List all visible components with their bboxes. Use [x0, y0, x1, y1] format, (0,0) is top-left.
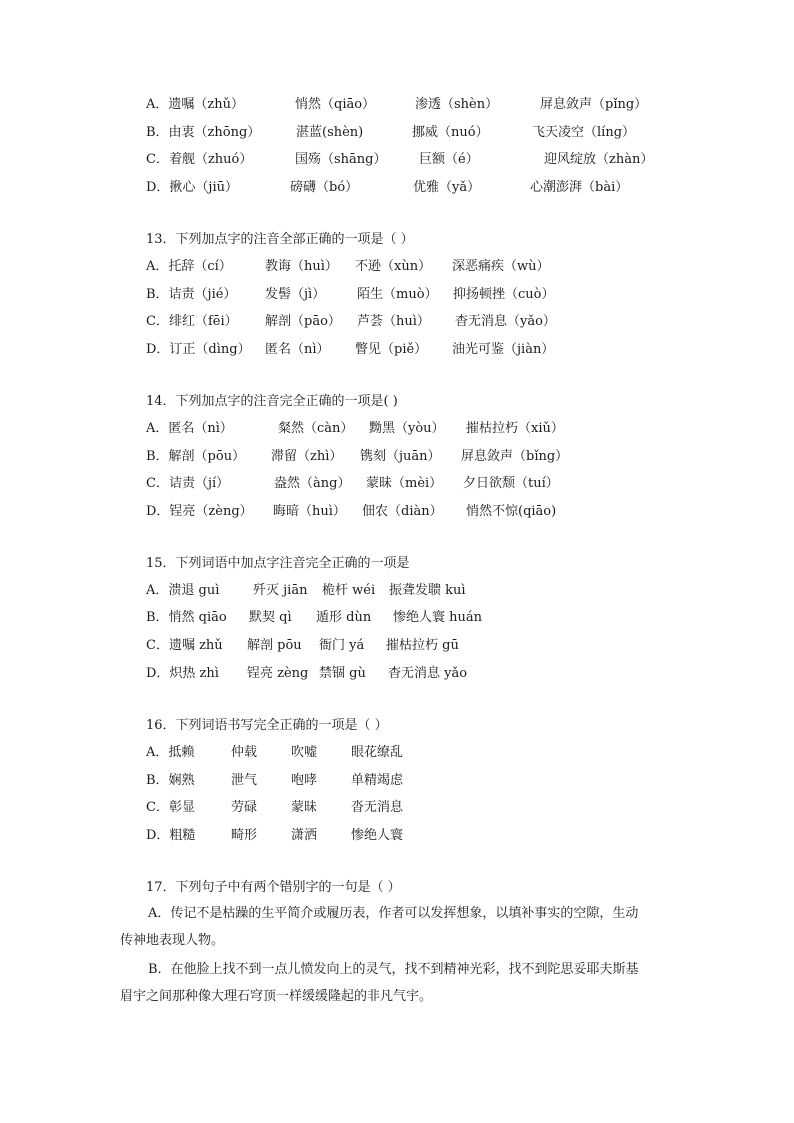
q13-option-b-cell-3: 陌生（muò） [357, 287, 438, 302]
q14-option-a-cell-4: 摧枯拉朽（xiǔ） [466, 421, 564, 436]
q15-option-c-cell-2: 解剖 pōu [247, 638, 302, 653]
q13-option-a-cell-3: 不逊（xùn） [355, 259, 432, 274]
q14-option-a-cell-1: A．匿名（nì） [146, 421, 233, 436]
q14-option-d-cell-2: 晦暗（huì） [273, 504, 346, 519]
q13-option-c-cell-3: 芦荟（huì） [357, 314, 430, 329]
q15-option-b-cell-3: 遁形 dùn [316, 610, 372, 625]
q12-option-a-cell-4: 屏息敛声（pǐng） [540, 97, 648, 112]
q13-option-b-cell-1: B．诘责（jié） [146, 287, 237, 302]
q12-option-c-cell-3: 巨额（é） [419, 152, 479, 167]
q17-option-a-line-1: A．传记不是枯躁的生平简介或履历表，作者可以发挥想象，以填补事实的空隙，生动 [148, 906, 639, 921]
q16-option-d-cell-1: D．粗糙 [146, 828, 196, 843]
q14-option-c-cell-2: 盎然（àng） [274, 476, 351, 491]
q16-option-b-cell-3: 咆哮 [291, 773, 318, 788]
q16-option-b-cell-1: B．娴熟 [146, 773, 195, 788]
q15-option-b-cell-1: B．悄然 qiāo [146, 610, 227, 625]
q16-option-b-cell-4: 单精竭虑 [351, 773, 404, 788]
q15-option-d-cell-4: 杳无消息 yǎo [388, 666, 468, 681]
q14-option-b-cell-1: B．解剖（pōu） [146, 449, 246, 464]
q14-option-d-cell-1: D．锃亮（zèng） [146, 504, 253, 519]
q15-option-b-cell-4: 惨绝人寰 huán [393, 610, 483, 625]
q14-option-a-cell-2: 粲然（càn） [278, 421, 354, 436]
q15-option-d-cell-3: 禁锢 gù [319, 666, 366, 681]
q13-option-b-cell-4: 抑扬顿挫（cuò） [453, 287, 555, 302]
q17-option-b [120, 956, 685, 1010]
q16-option-c-cell-1: C．彰显 [146, 800, 195, 815]
q15-option-a-cell-3: 桅杆 wéi [322, 583, 376, 598]
q15-stem: 15．下列词语中加点字注音完全正确的一项是 [146, 556, 410, 571]
q14-option-d-cell-3: 佃农（diàn） [362, 504, 443, 519]
q12-option-a-cell-1: A．遗嘱（zhǔ） [146, 97, 244, 112]
q16-option-c-cell-4: 沓无消息 [351, 800, 404, 815]
q13-option-d-cell-3: 瞥见（piě） [355, 342, 428, 357]
q13-option-a-cell-2: 教诲（huì） [265, 259, 338, 274]
q12-option-d-cell-1: D．揪心（jiū） [146, 180, 238, 195]
q13-option-d-cell-2: 匿名（nì） [265, 342, 330, 357]
q12-option-c-cell-4: 迎风绽放（zhàn） [544, 152, 654, 167]
q16-stem: 16．下列词语书写完全正确的一项是（ ） [146, 718, 388, 733]
q14-option-b-cell-2: 滞留（zhì） [271, 449, 343, 464]
q12-option-a-cell-2: 悄然（qiāo） [295, 97, 376, 112]
q15-option-b-cell-2: 默契 qì [249, 610, 292, 625]
q13-option-a-cell-4: 深恶痛疾（wù） [452, 259, 550, 274]
q16-option-b-cell-2: 泄气 [231, 773, 258, 788]
q16-option-c-cell-3: 蒙昧 [291, 800, 318, 815]
q12-option-b-cell-1: B．由衷（zhōng） [146, 125, 261, 140]
q12-option-d-cell-3: 优雅（yǎ） [413, 180, 481, 195]
q12-option-b-cell-2: 湛蓝(shèn) [296, 125, 364, 140]
q16-option-a-cell-1: A．抵赖 [146, 745, 195, 760]
q15-option-d-cell-2: 锃亮 zèng [247, 666, 309, 681]
q16-option-d-cell-2: 畸形 [231, 828, 258, 843]
q13-option-a-cell-1: A．托辞（cí） [146, 259, 232, 274]
q14-stem: 14．下列加点字的注音完全正确的一项是( ) [146, 394, 398, 409]
q12-option-d-cell-2: 磅礴（bó） [290, 180, 359, 195]
q16-option-d-cell-4: 惨绝人寰 [351, 828, 404, 843]
q16-option-a-cell-3: 吹嘘 [291, 745, 318, 760]
q15-option-a-cell-1: A．溃退 guì [146, 583, 220, 598]
q12-option-d-cell-4: 心潮澎湃（bài） [530, 180, 629, 195]
q17-option-b-line-2: 眉宇之间那种像大理石穹顶一样缓缓隆起的非凡气宇。 [120, 989, 433, 1004]
q14-option-c-cell-4: 夕日欲颓（tuí） [463, 476, 559, 491]
q14-option-c-cell-3: 蒙昧（mèi） [366, 476, 443, 491]
q13-option-c-cell-4: 杳无消息（yǎo） [455, 314, 556, 329]
q17-stem: 17．下列句子中有两个错别字的一句是（ ） [146, 880, 401, 895]
q15-option-c-cell-1: C．遗嘱 zhǔ [146, 638, 223, 653]
q13-stem: 13．下列加点字的注音全部正确的一项是（ ） [146, 232, 414, 247]
q14-option-b-cell-3: 镌刻（juān） [360, 449, 441, 464]
q16-option-d-cell-3: 潇洒 [291, 828, 318, 843]
q15-option-a-cell-4: 振聋发聩 kuì [389, 583, 466, 598]
q13-option-b-cell-2: 发髻（jì） [265, 287, 326, 302]
q14-option-a-cell-3: 黝黑（yòu） [369, 421, 445, 436]
q17-option-a-line-2: 传神地表现人物。 [120, 933, 225, 948]
q13-option-c-cell-2: 解剖（pāo） [265, 314, 341, 329]
q13-option-d-cell-1: D．订正（dìng） [146, 342, 251, 357]
q15-option-c-cell-3: 衙门 yá [319, 638, 365, 653]
q14-option-d-cell-4: 悄然不惊(qiāo) [466, 504, 557, 519]
q16-option-a-cell-2: 仲载 [231, 745, 258, 760]
q14-option-b-cell-4: 屏息敛声（bǐng） [461, 449, 569, 464]
q13-option-c-cell-1: C．绯红（fēi） [146, 314, 238, 329]
q12-option-c-cell-2: 国殇（shāng） [295, 152, 387, 167]
q12-option-b-cell-4: 飞天凌空（líng） [532, 125, 636, 140]
q16-option-c-cell-2: 劳碌 [231, 800, 258, 815]
q17-option-a [120, 900, 685, 954]
q12-option-c-cell-1: C．着舰（zhuó） [146, 152, 253, 167]
q17-option-b-line-1: B．在他脸上找不到一点儿愤发向上的灵气，找不到精神光彩，找不到陀思妥耶夫斯基 [148, 962, 639, 977]
q12-option-a-cell-3: 渗透（shèn） [415, 97, 499, 112]
q13-option-d-cell-4: 油光可鉴（jiàn） [452, 342, 555, 357]
q16-option-a-cell-4: 眼花缭乱 [351, 745, 404, 760]
q15-option-a-cell-2: 歼灭 jiān [253, 583, 308, 598]
q14-option-c-cell-1: C．诘责（jí） [146, 476, 230, 491]
q15-option-d-cell-1: D．炽热 zhì [146, 666, 219, 681]
q15-option-c-cell-4: 摧枯拉朽 gū [386, 638, 459, 653]
q12-option-b-cell-3: 挪威（nuó） [412, 125, 489, 140]
